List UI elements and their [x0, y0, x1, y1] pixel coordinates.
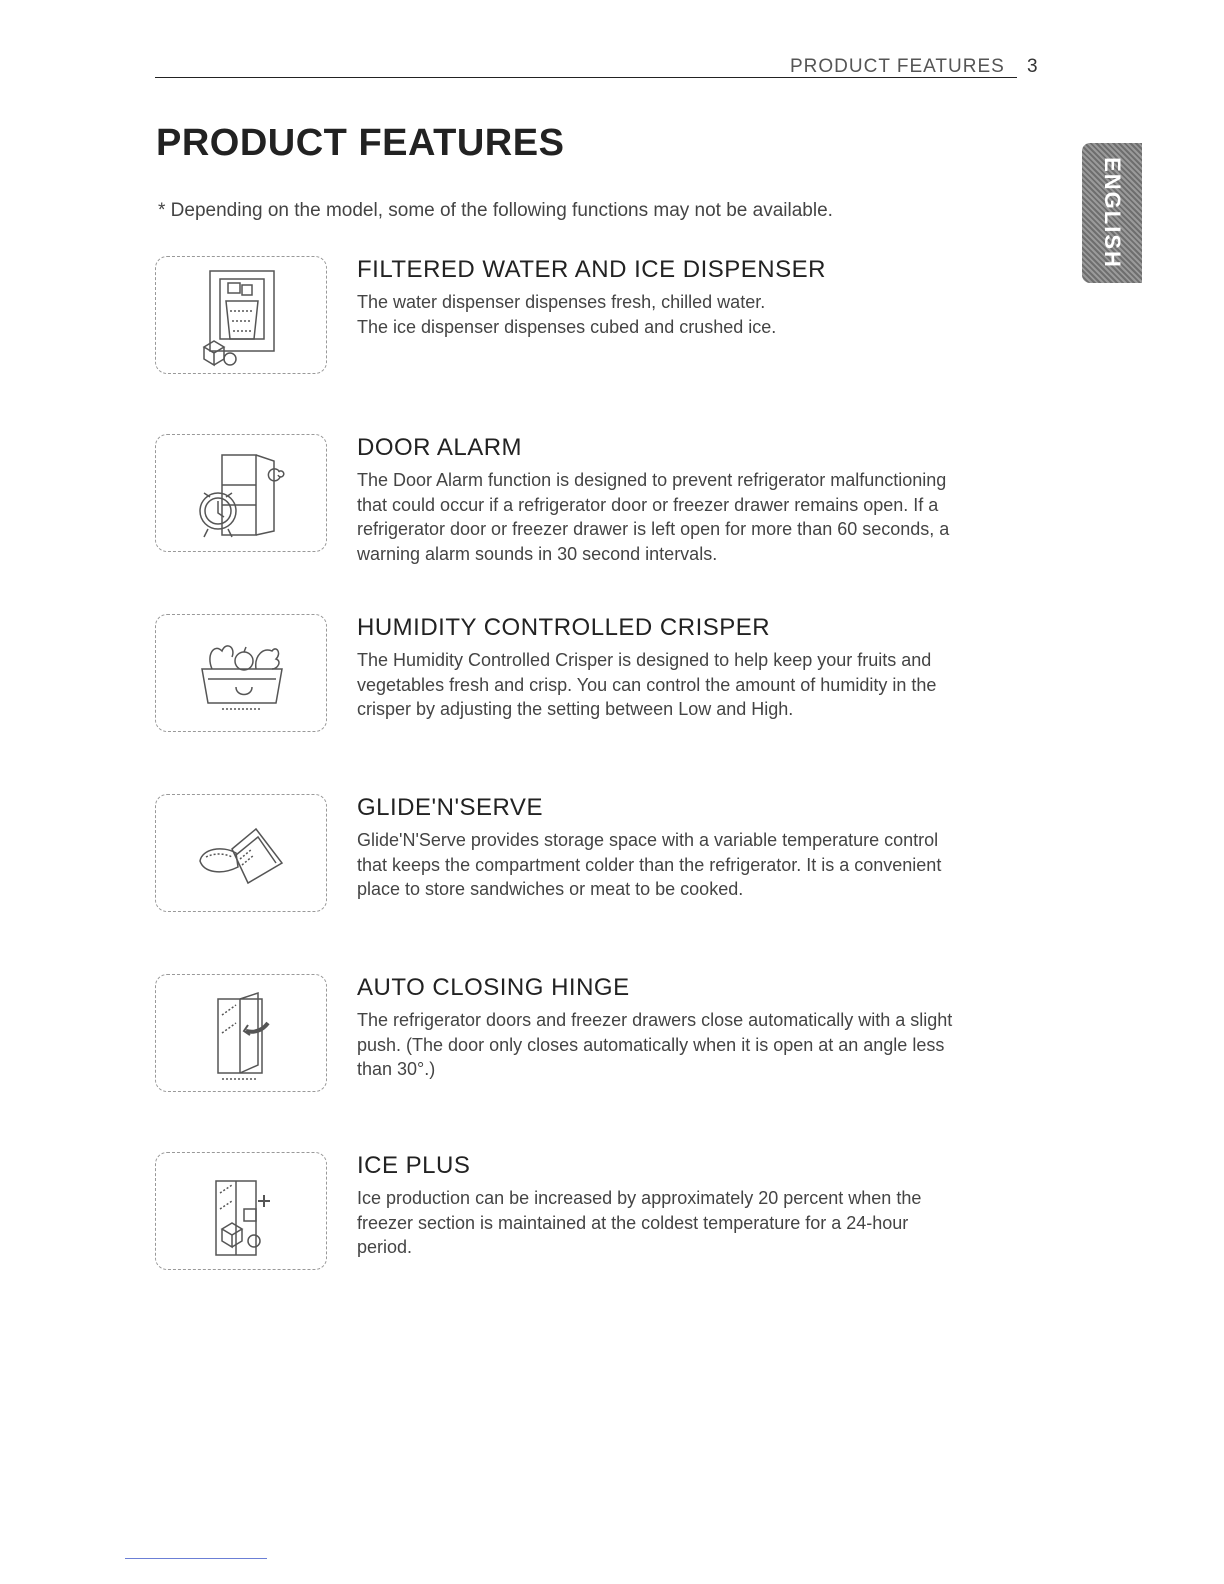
feature-description [357, 468, 1037, 566]
feature-icon-frame [155, 1152, 327, 1270]
feature-title: DOOR ALARM [357, 434, 523, 461]
feature-item [155, 434, 1035, 564]
feature-description-line: that could occur if a refrigerator door or freezer drawer remains open. If a [357, 494, 939, 515]
feature-title: HUMIDITY CONTROLLED CRISPER [357, 614, 771, 641]
glide-n-serve-icon [192, 805, 292, 905]
feature-description-line: crisper by adjusting the setting between Low and High. [357, 699, 794, 719]
availability-note: * Depending on the model, some of the following functions may not be available. [158, 200, 833, 221]
feature-description [357, 1008, 1037, 1082]
feature-title: AUTO CLOSING HINGE [357, 974, 630, 1001]
feature-item [155, 256, 1035, 376]
ice-plus-icon [192, 1163, 292, 1263]
feature-description-line: Ice production can be increased by approximately 20 percent when the [357, 1188, 922, 1208]
feature-description-line: vegetables fresh and crisp. You can control the amount of humidity in the [357, 674, 937, 695]
feature-description-line: than 30°.) [357, 1059, 436, 1079]
feature-item [155, 1152, 1035, 1272]
feature-description [357, 1186, 1037, 1260]
feature-icon-frame [155, 614, 327, 732]
running-header-title: PRODUCT FEATURES [790, 56, 1005, 77]
feature-description-line: freezer section is maintained at the coldest temperature for a 24-hour [357, 1212, 909, 1233]
feature-description-line: Glide'N'Serve provides storage space with a variable temperature control [357, 830, 939, 850]
feature-description-line: The water dispenser dispenses fresh, chilled water. [357, 292, 766, 312]
page-number: 3 [1027, 56, 1038, 77]
auto-closing-hinge-icon [192, 985, 292, 1085]
feature-description-line: period. [357, 1237, 413, 1257]
feature-icon-frame [155, 794, 327, 912]
feature-item [155, 974, 1035, 1094]
header-rule [155, 77, 1017, 78]
door-alarm-icon [192, 445, 292, 545]
feature-description-line: The Door Alarm function is designed to prevent refrigerator malfunctioning [357, 470, 947, 490]
feature-description-line: that keeps the compartment colder than the refrigerator. It is a convenient [357, 854, 942, 875]
feature-description-line: refrigerator door or freezer drawer is left open for more than 60 seconds, a [357, 519, 950, 539]
feature-icon-frame [155, 974, 327, 1092]
feature-icon-frame [155, 434, 327, 552]
feature-description [357, 290, 1037, 339]
page-title: PRODUCT FEATURES [156, 122, 565, 164]
feature-description-line: The refrigerator doors and freezer drawers close automatically with a slight [357, 1010, 953, 1030]
feature-title: GLIDE'N'SERVE [357, 794, 543, 821]
feature-description-line: The Humidity Controlled Crisper is designed to help keep your fruits and [357, 650, 932, 670]
language-tab-label: ENGLISH [1100, 157, 1125, 269]
crisper-icon [192, 625, 292, 725]
feature-icon-frame [155, 256, 327, 374]
feature-description-line: The ice dispenser dispenses cubed and crushed ice. [357, 316, 777, 337]
footer-link-underline [125, 1558, 267, 1559]
feature-title: ICE PLUS [357, 1152, 471, 1179]
feature-description-line: warning alarm sounds in 30 second intervals. [357, 543, 718, 564]
language-tab [1082, 143, 1142, 283]
feature-title: FILTERED WATER AND ICE DISPENSER [357, 256, 826, 283]
feature-description [357, 828, 1037, 902]
feature-description-line: push. (The door only closes automatically when it is open at an angle less [357, 1034, 945, 1055]
feature-item [155, 794, 1035, 914]
feature-item [155, 614, 1035, 734]
feature-description [357, 648, 1037, 722]
feature-description-line: place to store sandwiches or meat to be cooked. [357, 879, 744, 899]
ice-dispenser-icon [192, 267, 292, 367]
